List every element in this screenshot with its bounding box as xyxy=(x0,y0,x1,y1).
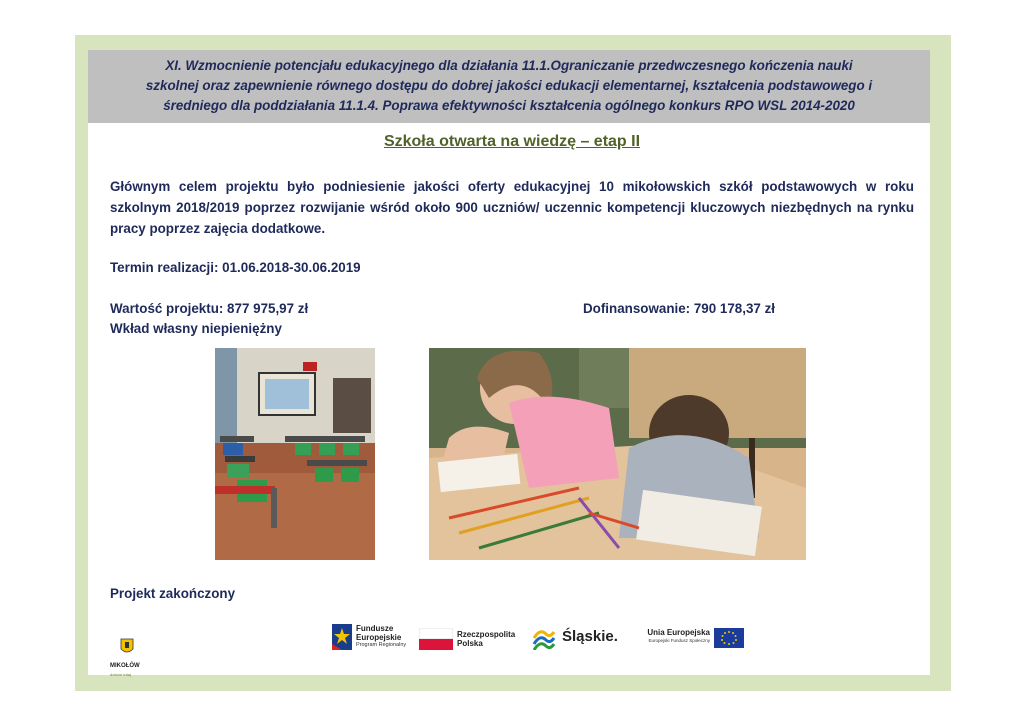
fe-star-icon xyxy=(332,624,352,650)
unia-europejska-logo xyxy=(638,620,748,656)
project-description: Głównym celem projektu było podniesienie jakości oferty edukacyjnej 10 mikołowskich szkół podstawowych w roku szkolnym 2018/2019 poprzez rozwijanie wśród około 900 uczniów/ uczennic kompetencji kluczowych niezbędnych na rynku pracy poprzez zajęcia dodatkowe. xyxy=(110,179,914,236)
mikolow-crest-icon xyxy=(110,637,144,657)
children-drawing-photo xyxy=(429,348,806,560)
slaskie-logo-text: Śląskie. xyxy=(562,628,618,645)
mikolow-logo xyxy=(110,637,150,677)
rzeczpospolita-polska-logo xyxy=(419,620,514,656)
fundusze-europejskie-logo xyxy=(332,620,412,656)
ue-logo-sub: Europejski Fundusz Społeczny xyxy=(648,638,710,643)
mikolow-logo-text: MIKOŁÓW xyxy=(110,663,140,669)
fe-logo-line-2: Europejskie xyxy=(356,633,402,642)
program-header xyxy=(88,50,930,123)
classroom-photo xyxy=(215,348,375,560)
header-line-3: średniego dla poddziałania 11.1.4. Poprawa efektywności kształcenia ogólnego konkurs RPO WSL 2014-2020 xyxy=(163,98,855,113)
mikolow-logo-sub: dobrze tutaj xyxy=(110,672,131,677)
polish-flag-icon xyxy=(419,628,453,650)
project-title: Szkoła otwarta na wiedzę – etap II xyxy=(383,133,641,150)
header-line-2: szkolnej oraz zapewnienie równego dostępu do dobrej jakości edukacji elementarnej, kształcenia podstawowego i xyxy=(145,78,873,93)
funding-value: Dofinansowanie: 790 178,37 zł xyxy=(583,301,776,316)
realization-term: Termin realizacji: 01.06.2018-30.06.2019 xyxy=(110,260,361,275)
project-status: Projekt zakończony xyxy=(110,586,236,601)
eu-flag-icon xyxy=(714,628,744,648)
own-contribution: Wkład własny niepieniężny xyxy=(110,321,282,336)
slaskie-logo xyxy=(532,620,622,656)
project-value: Wartość projektu: 877 975,97 zł xyxy=(110,301,309,316)
fe-logo-line-1: Fundusze xyxy=(356,624,394,633)
fe-logo-sub: Program Regionalny xyxy=(356,642,407,648)
rp-logo-line-1: Rzeczpospolita xyxy=(457,630,516,639)
slaskie-wave-icon xyxy=(532,626,556,650)
rp-logo-line-2: Polska xyxy=(457,639,483,648)
ue-logo-line-1: Unia Europejska xyxy=(647,628,710,637)
header-line-1: XI. Wzmocnienie potencjału edukacyjnego dla działania 11.1.Ograniczanie przedwczesnego kończenia nauki xyxy=(165,58,853,73)
